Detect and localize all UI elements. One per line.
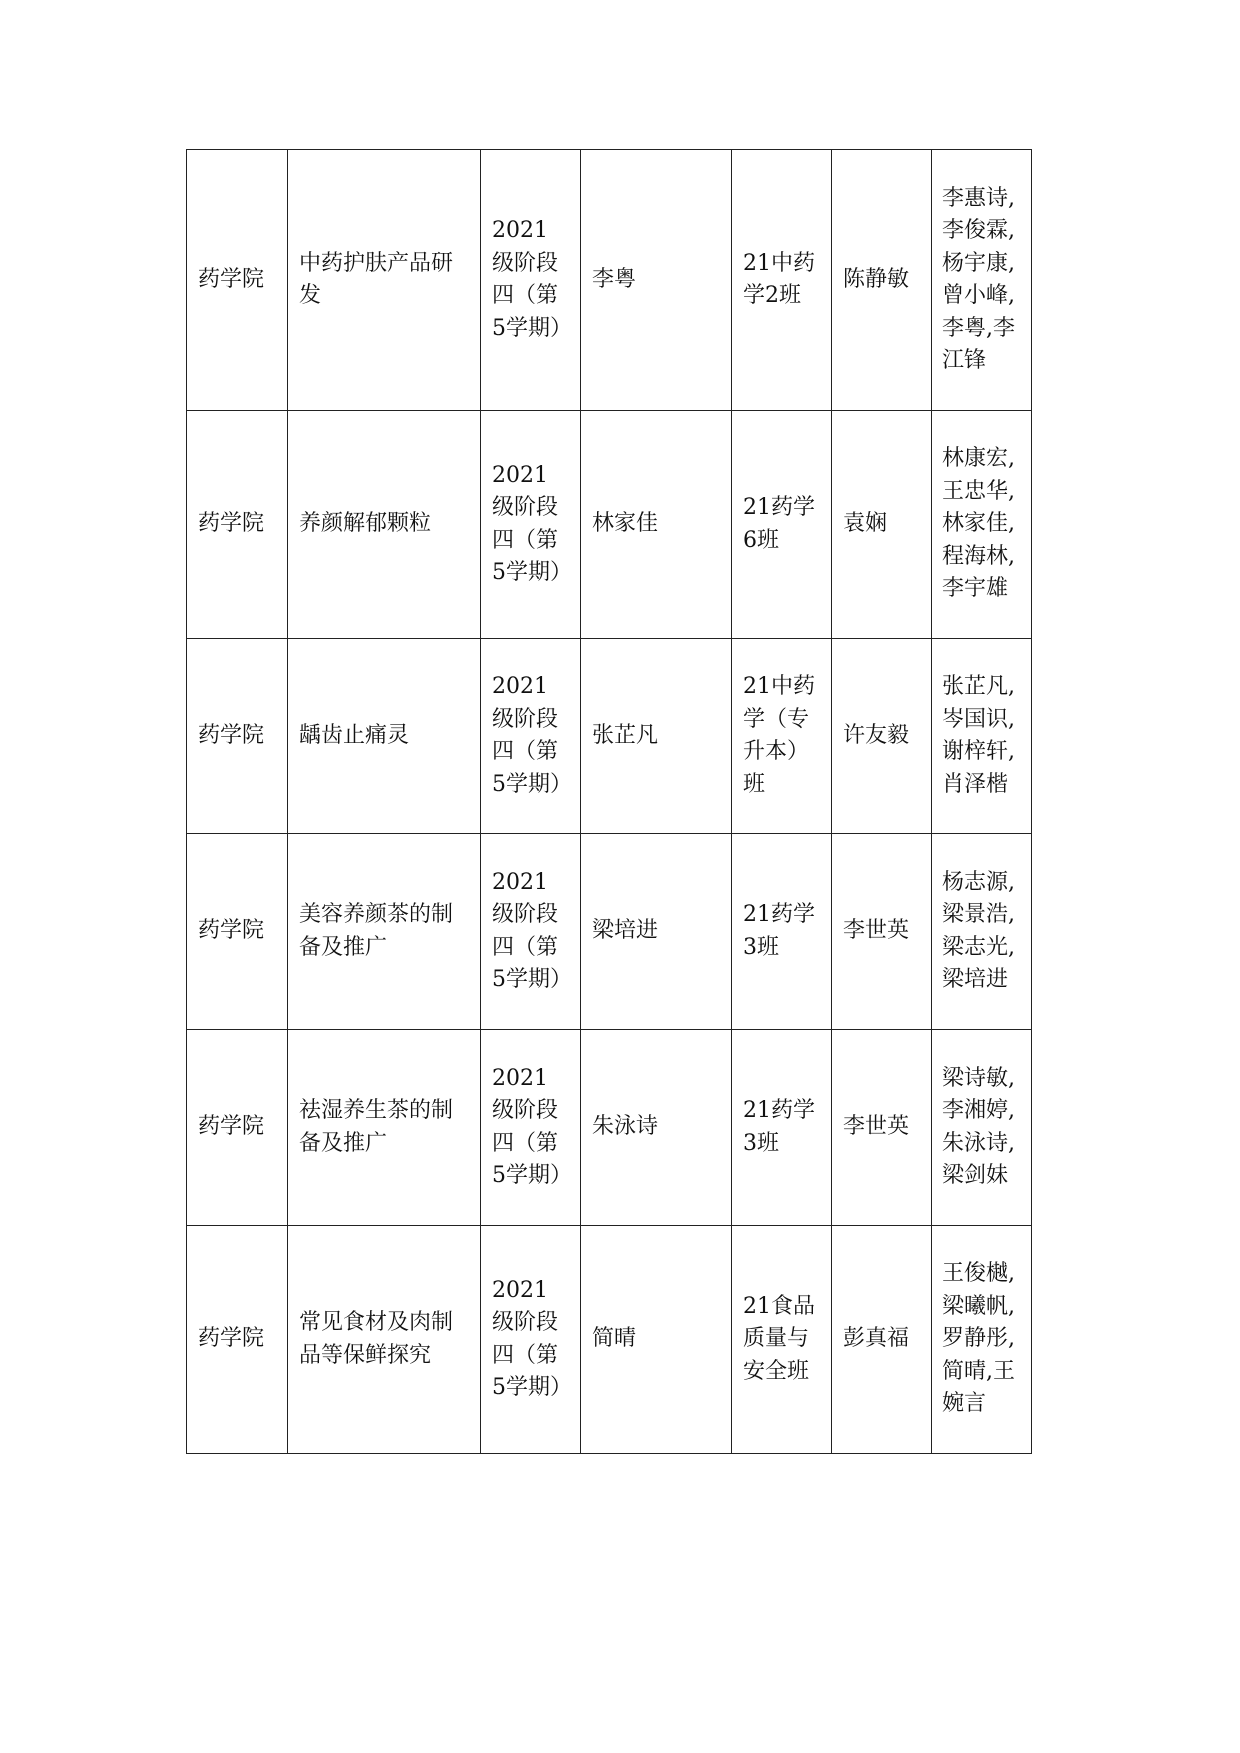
project-name-cell: 养颜解郁颗粒: [288, 411, 481, 639]
class-cell: 21中药学2班: [732, 150, 832, 411]
table-row: [187, 1030, 1032, 1226]
project-table: [186, 149, 1032, 1454]
advisor-cell: 许友毅: [832, 639, 932, 834]
project-leader-cell: 简晴: [581, 1226, 732, 1454]
members-cell: 王俊樾,梁曦帆,罗静彤,简晴,王婉言: [932, 1226, 1032, 1454]
class-cell: 21食品质量与安全班: [732, 1226, 832, 1454]
project-name-cell: 中药护肤产品研发: [288, 150, 481, 411]
project-leader-cell: 张芷凡: [581, 639, 732, 834]
college-cell: 药学院: [187, 1226, 288, 1454]
grade-stage-cell: 2021级阶段四（第5学期）: [481, 834, 581, 1030]
project-name-cell: 龋齿止痛灵: [288, 639, 481, 834]
grade-stage-cell: 2021级阶段四（第5学期）: [481, 1226, 581, 1454]
project-leader-cell: 梁培进: [581, 834, 732, 1030]
grade-stage-cell: 2021级阶段四（第5学期）: [481, 150, 581, 411]
college-cell: 药学院: [187, 150, 288, 411]
class-cell: 21中药学（专升本）班: [732, 639, 832, 834]
project-name-cell: 常见食材及肉制品等保鲜探究: [288, 1226, 481, 1454]
members-cell: 林康宏,王忠华,林家佳,程海林,李宇雄: [932, 411, 1032, 639]
college-cell: 药学院: [187, 834, 288, 1030]
table-row: [187, 150, 1032, 411]
advisor-cell: 袁娴: [832, 411, 932, 639]
table-row: [187, 834, 1032, 1030]
project-leader-cell: 林家佳: [581, 411, 732, 639]
grade-stage-cell: 2021级阶段四（第5学期）: [481, 639, 581, 834]
college-cell: 药学院: [187, 411, 288, 639]
table-row: [187, 639, 1032, 834]
advisor-cell: 陈静敏: [832, 150, 932, 411]
members-cell: 李惠诗,李俊霖,杨宇康,曾小峰,李粤,李江锋: [932, 150, 1032, 411]
table-row: [187, 1226, 1032, 1454]
grade-stage-cell: 2021级阶段四（第5学期）: [481, 1030, 581, 1226]
grade-stage-cell: 2021级阶段四（第5学期）: [481, 411, 581, 639]
class-cell: 21药学6班: [732, 411, 832, 639]
project-name-cell: 祛湿养生茶的制备及推广: [288, 1030, 481, 1226]
advisor-cell: 李世英: [832, 1030, 932, 1226]
class-cell: 21药学3班: [732, 1030, 832, 1226]
advisor-cell: 李世英: [832, 834, 932, 1030]
members-cell: 杨志源,梁景浩,梁志光,梁培进: [932, 834, 1032, 1030]
project-name-cell: 美容养颜茶的制备及推广: [288, 834, 481, 1030]
college-cell: 药学院: [187, 1030, 288, 1226]
project-leader-cell: 李粤: [581, 150, 732, 411]
college-cell: 药学院: [187, 639, 288, 834]
members-cell: 梁诗敏,李湘婷,朱泳诗,梁剑妹: [932, 1030, 1032, 1226]
members-cell: 张芷凡,岑国识,谢梓轩,肖泽楷: [932, 639, 1032, 834]
advisor-cell: 彭真福: [832, 1226, 932, 1454]
table-row: [187, 411, 1032, 639]
project-leader-cell: 朱泳诗: [581, 1030, 732, 1226]
class-cell: 21药学3班: [732, 834, 832, 1030]
